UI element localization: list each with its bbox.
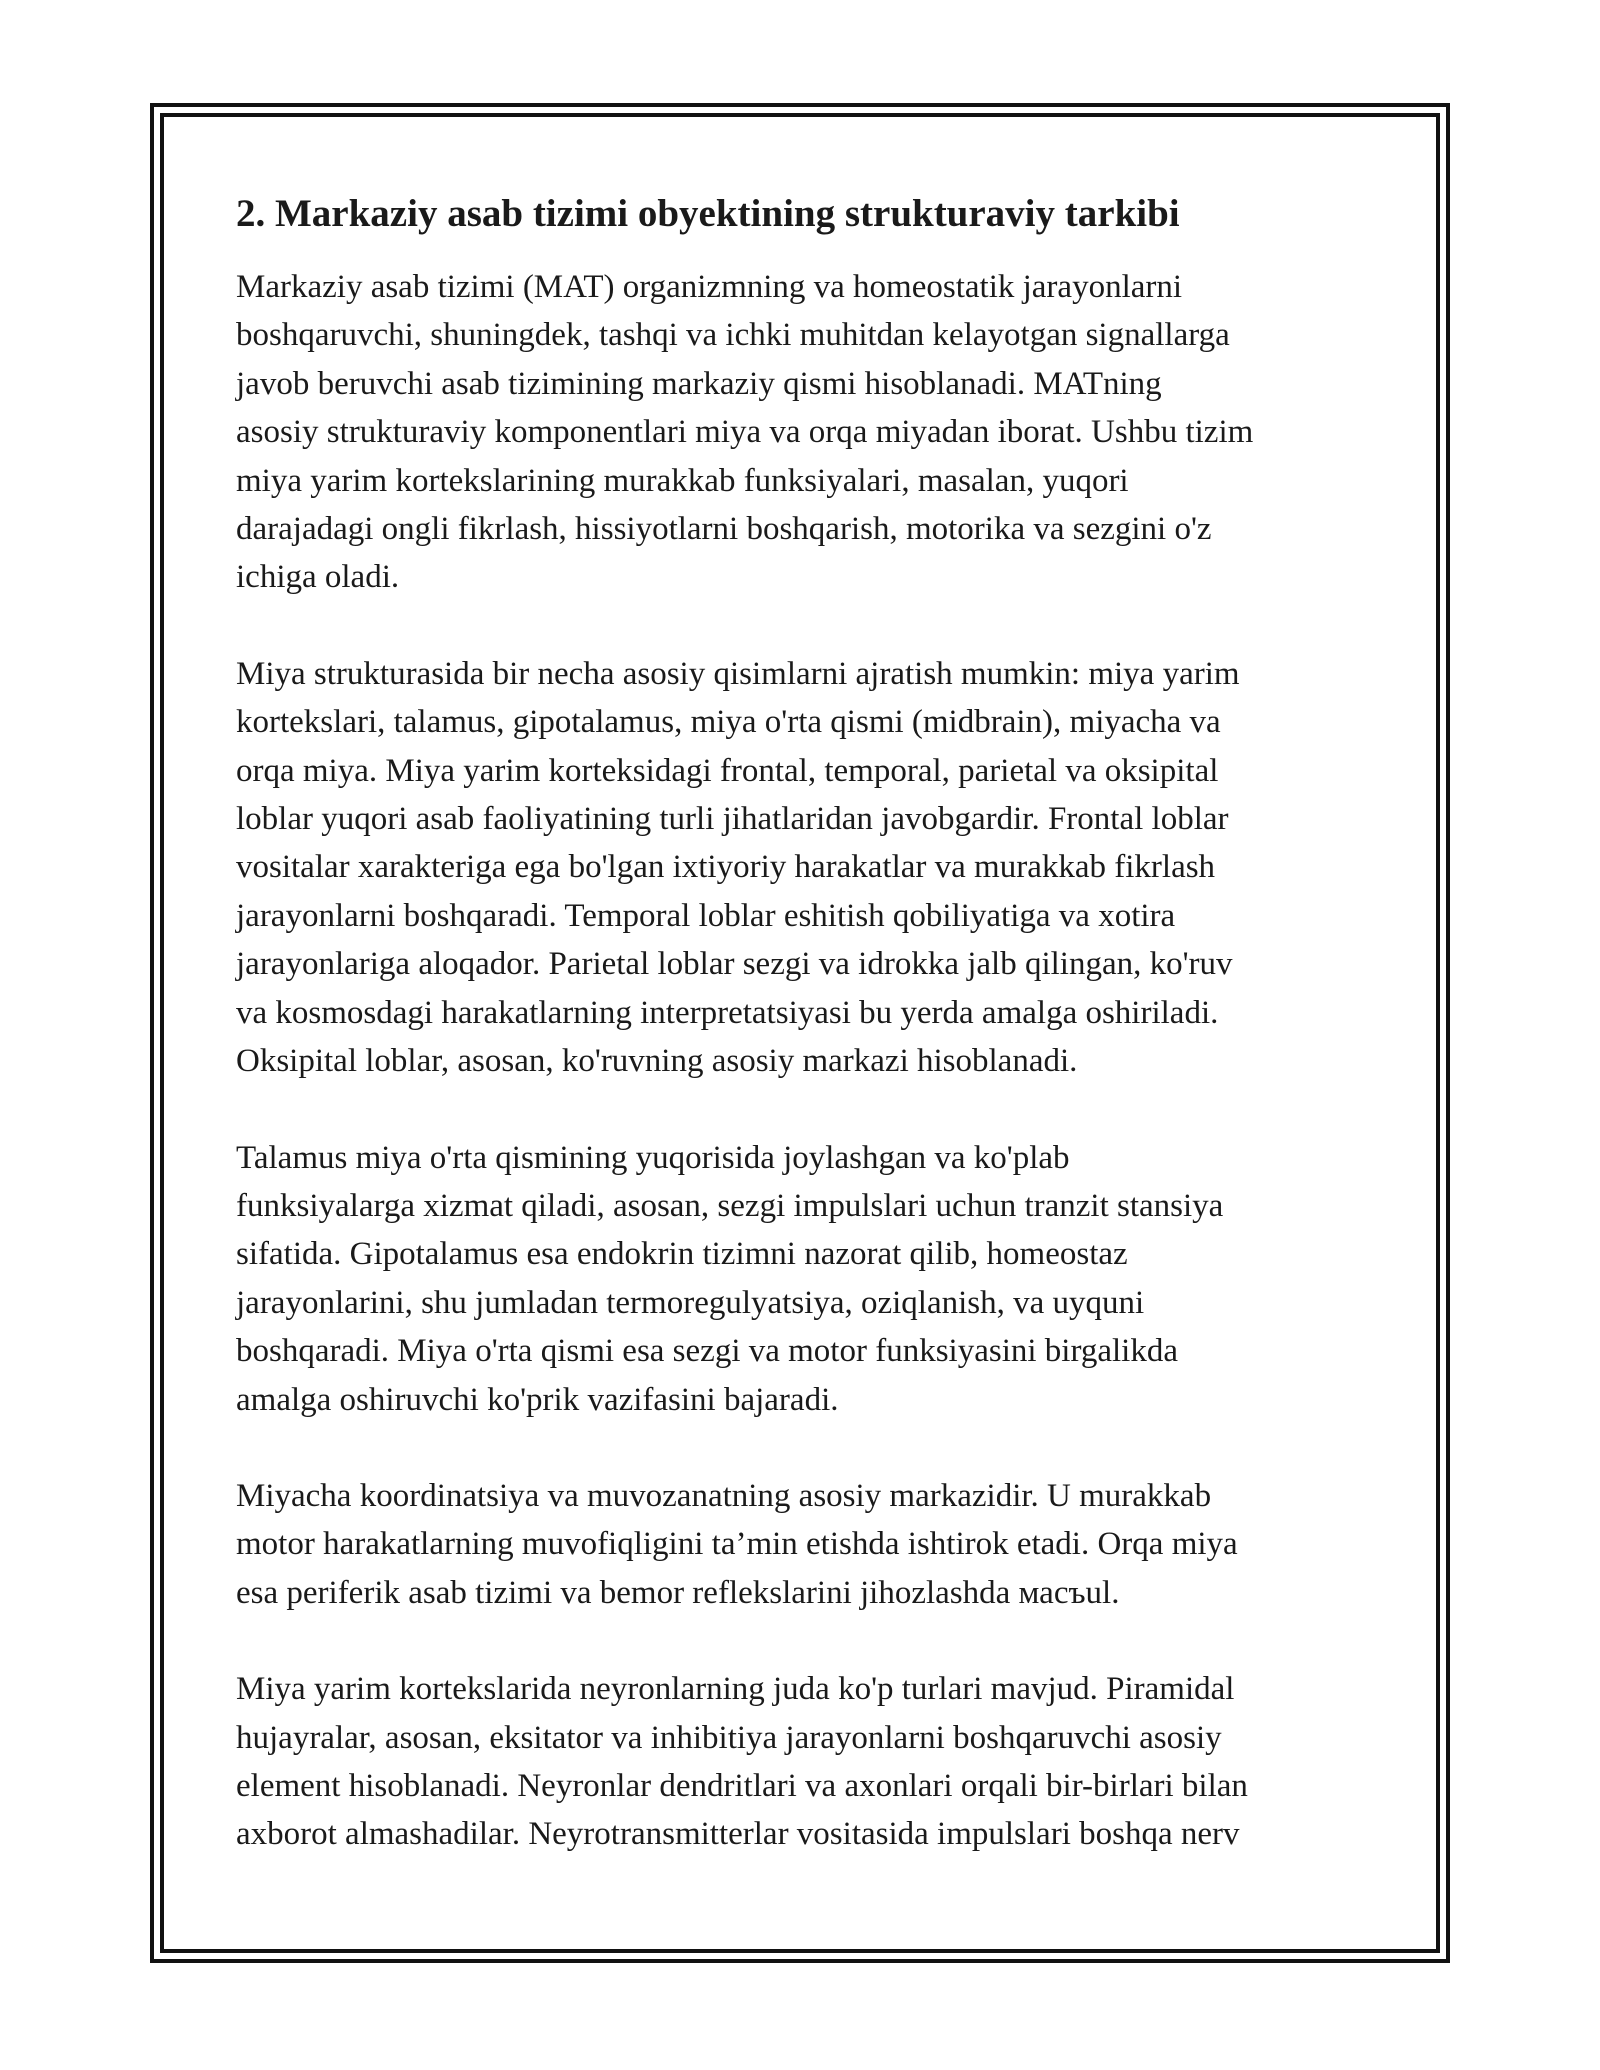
text-line: esa periferik asab tizimi va bemor reflekslarini jihozlashda масъul. <box>236 1574 1120 1611</box>
text-line: Miyacha koordinatsiya va muvozanatning asosiy markazidir. U murakkab <box>236 1477 1212 1514</box>
text-line: darajadagi ongli fikrlash, hissiyotlarni boshqarish, motorika va sezgini o'z <box>236 511 1212 548</box>
text-line: sifatida. Gipotalamus esa endokrin tizimni nazorat qilib, homeostaz <box>236 1236 1128 1273</box>
text-line: asosiy strukturaviy komponentlari miya va orqa miyadan iborat. Ushbu tizim <box>236 414 1254 451</box>
section-heading: 2. Markaziy asab tizimi obyektining strukturaviy tarkibi <box>236 192 1180 235</box>
text-line: Oksipital loblar, asosan, ko'ruvning asosiy markazi hisoblanadi. <box>236 1043 1078 1080</box>
text-line: jarayonlarni boshqaradi. Temporal loblar eshitish qobiliyatiga va xotira <box>236 897 1176 934</box>
text-line: jarayonlarini, shu jumladan termoregulyatsiya, oziqlanish, va uyquni <box>236 1284 1145 1321</box>
text-line: element hisoblanadi. Neyronlar dendritlari va axonlari orqali bir-birlari bilan <box>236 1767 1248 1804</box>
text-line: miya yarim kortekslarining murakkab funksiyalari, masalan, yuqori <box>236 462 1129 499</box>
text-line: Markaziy asab tizimi (MAT) organizmning va homeostatik jarayonlarni <box>236 269 1183 305</box>
text-line: vositalar xarakteriga ega bo'lgan ixtiyoriy harakatlar va murakkab fikrlash <box>236 849 1216 886</box>
text-line: va kosmosdagi harakatlarning interpretatsiyasi bu yerda amalga oshiriladi. <box>236 994 1219 1031</box>
text-line: boshqaruvchi, shuningdek, tashqi va ichki muhitdan kelayotgan signallarga <box>236 317 1230 354</box>
text-line: amalga oshiruvchi ko'prik vazifasini bajaradi. <box>236 1381 839 1418</box>
text-line: motor harakatlarning muvofiqligini ta’min etishda ishtirok etadi. Orqa miya <box>236 1526 1238 1563</box>
text-line: kortekslari, talamus, gipotalamus, miya o'rta qismi (midbrain), miyacha va <box>236 704 1221 741</box>
text-line: hujayralar, asosan, eksitator va inhibitiya jarayonlarni boshqaruvchi asosiy <box>236 1719 1222 1756</box>
text-line: loblar yuqori asab faoliyatining turli jihatlaridan javobgardir. Frontal loblar <box>236 801 1229 838</box>
paragraph-neurons <box>236 1665 1396 1859</box>
text-line: axborot almashadilar. Neyrotransmitterlar vositasida impulslari boshqa nerv <box>236 1816 1240 1853</box>
text-line: javob beruvchi asab tizimining markaziy qismi hisoblanadi. MATning <box>236 365 1162 402</box>
text-line: jarayonlariga aloqador. Parietal loblar sezgi va idrokka jalb qilingan, ko'ruv <box>236 946 1233 983</box>
text-line: orqa miya. Miya yarim korteksidagi frontal, temporal, parietal va oksipital <box>236 752 1219 789</box>
paragraph-thalamus <box>236 1134 1396 1424</box>
paragraph-brain-structure <box>236 650 1396 1086</box>
document-body <box>236 183 1396 1907</box>
text-line: boshqaradi. Miya o'rta qismi esa sezgi va motor funksiyasini birgalikda <box>236 1333 1178 1370</box>
paragraph-cerebellum <box>236 1472 1396 1617</box>
paragraph-mat-overview <box>236 263 1396 602</box>
text-line: ichiga oladi. <box>236 559 400 596</box>
text-line: funksiyalarga xizmat qiladi, asosan, sezgi impulslari uchun tranzit stansiya <box>236 1187 1224 1224</box>
text-line: Talamus miya o'rta qismining yuqorisida joylashgan va ko'plab <box>236 1139 1070 1176</box>
text-line: Miya yarim kortekslarida neyronlarning juda ko'p turlari mavjud. Piramidal <box>236 1671 1235 1708</box>
text-line: Miya strukturasida bir necha asosiy qisimlarni ajratish mumkin: miya yarim <box>236 655 1240 692</box>
